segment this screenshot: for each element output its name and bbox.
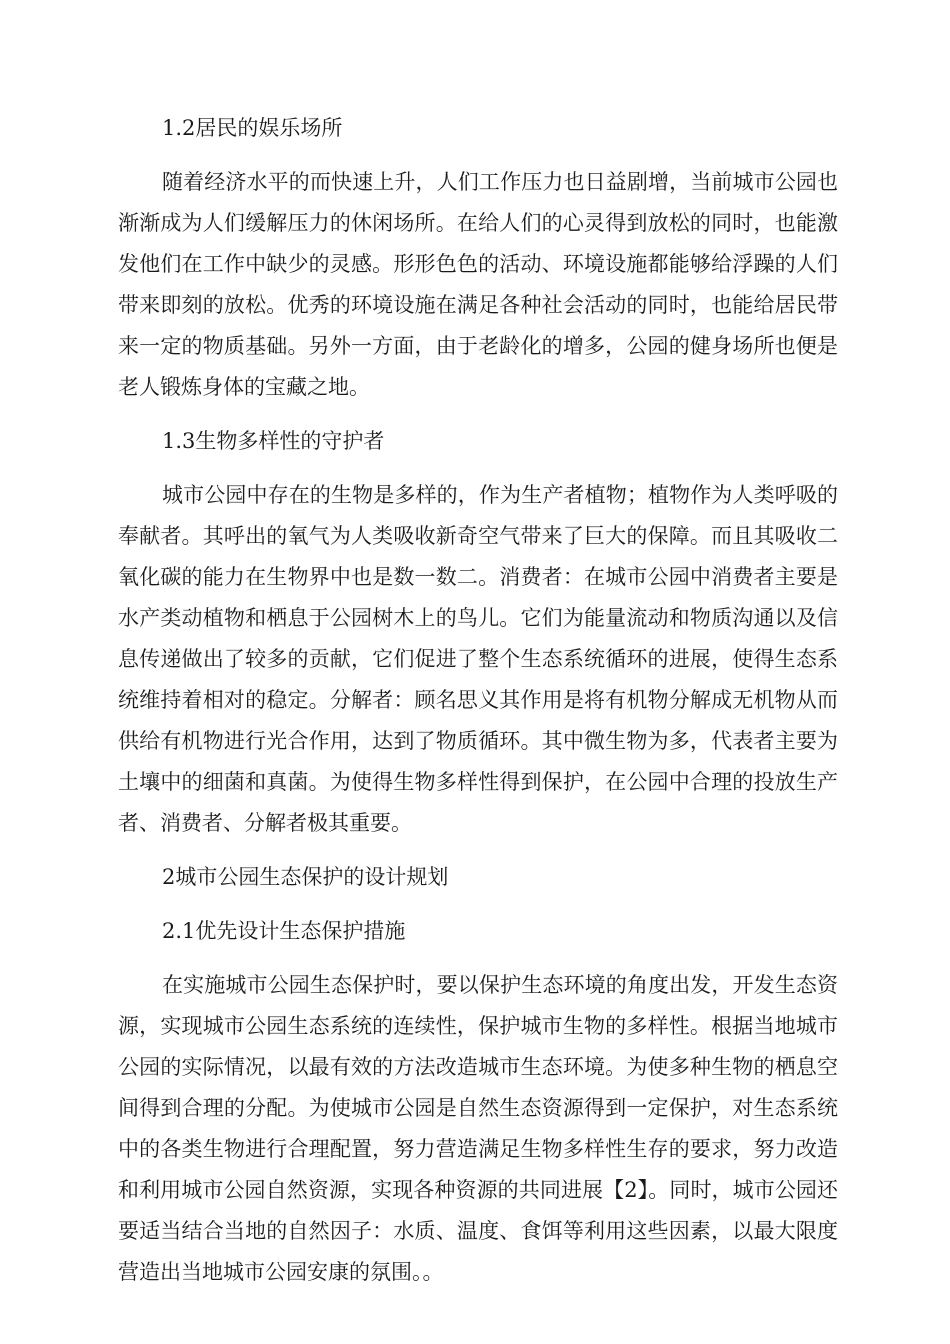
- section-heading-1-3: 1.3生物多样性的守护者: [162, 429, 385, 453]
- section-heading-1-2: 1.2居民的娱乐场所: [162, 116, 343, 140]
- section-paragraph-1-3: 城市公园中存在的生物是多样的，作为生产者植物；植物作为人类呼吸的奉献者。其呼出的氧气为人类吸收新奇空气带来了巨大的保障。而且其吸收二氧化碳的能力在生物界中也是数一数二。消费者：在城市公园中消费者主要是水产类动植物和栖息于公园树木上的鸟儿。它们为能量流动和物质沟通以及信息传递做出了较多的贡献，它们促进了整个生态系统循环的进展，使得生态系统维持着相对的稳定。分解者：顾名思义其作用是将有机物分解成无机物从而供给有机物进行光合作用，达到了物质循环。其中微生物为多，代表者主要为土壤中的细菌和真菌。为使得生物多样性得到保护，在公园中合理的投放生产者、消费者、分解者极其重要。: [118, 483, 838, 835]
- document-page: [118, 108, 838, 1293]
- section-heading-2: 2城市公园生态保护的设计规划: [162, 865, 449, 889]
- section-heading-2-1: 2.1优先设计生态保护措施: [162, 919, 406, 943]
- section-paragraph-2-1: 在实施城市公园生态保护时，要以保护生态环境的角度出发，开发生态资源，实现城市公园生态系统的连续性，保护城市生物的多样性。根据当地城市公园的实际情况，以最有效的方法改造城市生态环境。为使多种生物的栖息空间得到合理的分配。为使城市公园是自然生态资源得到一定保护，对生态系统中的各类生物进行合理配置，努力营造满足生物多样性生存的要求，努力改造和利用城市公园自然资源，实现各种资源的共同进展【2】。同时，城市公园还要适当结合当地的自然因子：水质、温度、食饵等利用这些因素，以最大限度营造出当地城市公园安康的氛围。。: [118, 973, 838, 1284]
- section-paragraph-1-2: 随着经济水平的而快速上升，人们工作压力也日益剧增，当前城市公园也渐渐成为人们缓解压力的休闲场所。在给人们的心灵得到放松的同时，也能激发他们在工作中缺少的灵感。形形色色的活动、环境设施都能够给浮躁的人们带来即刻的放松。优秀的环境设施在满足各种社会活动的同时，也能给居民带来一定的物质基础。另外一方面，由于老龄化的增多，公园的健身场所也便是老人锻炼身体的宝藏之地。: [118, 170, 838, 399]
